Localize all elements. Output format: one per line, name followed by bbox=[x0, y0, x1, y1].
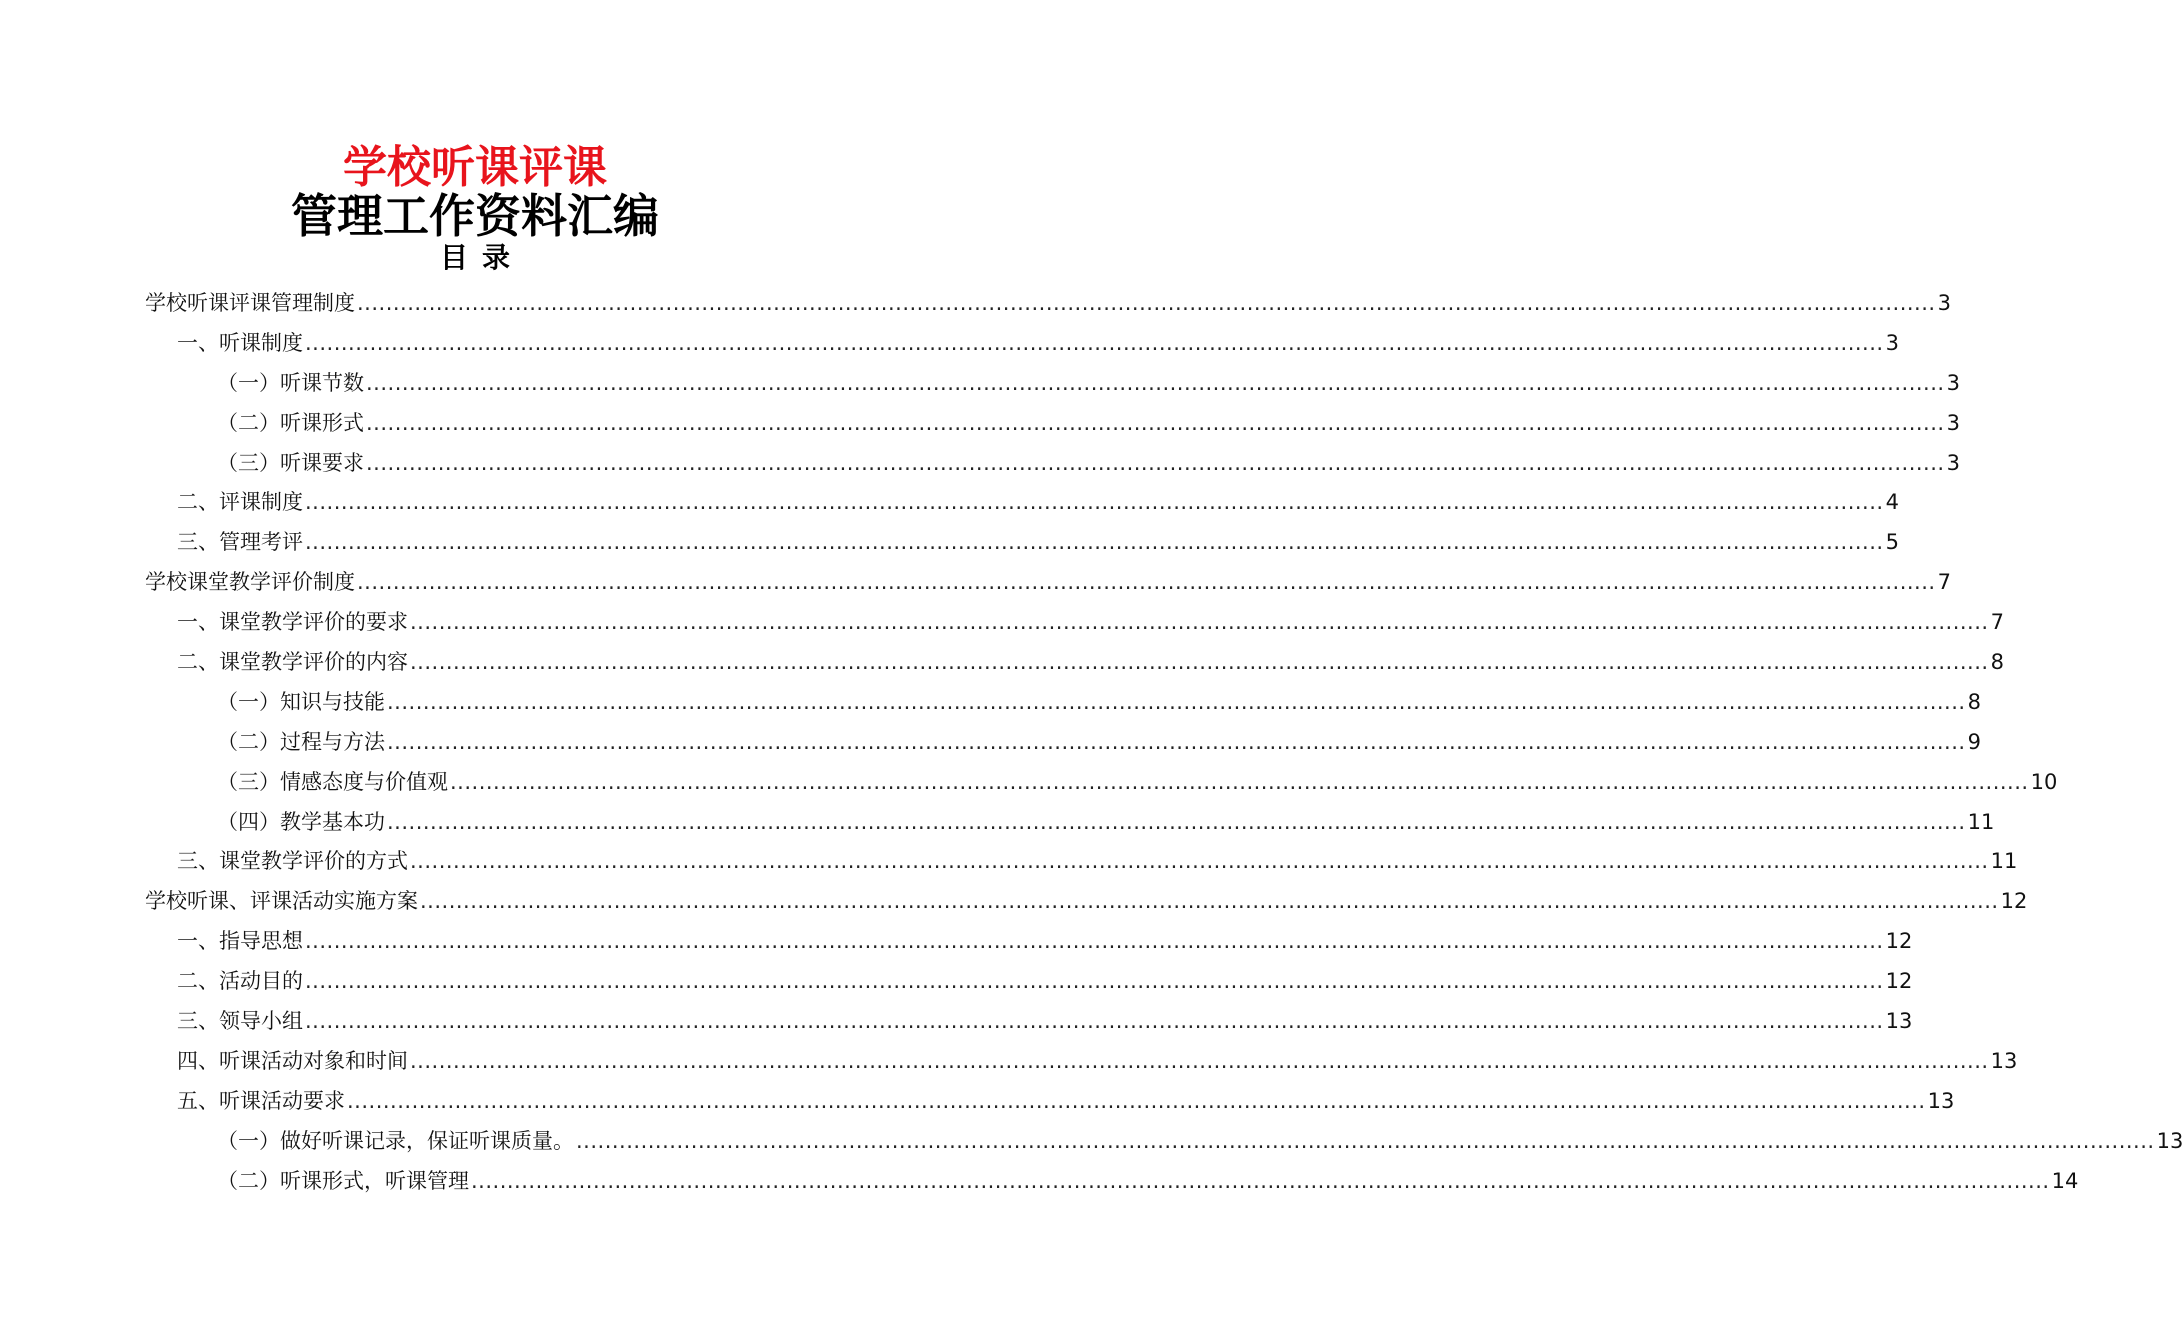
toc-entry-page-number: 11 bbox=[1990, 849, 2018, 874]
toc-leader-dots: ............................................................................................................................................................................................................................ bbox=[410, 1048, 1989, 1073]
toc-entry-label: 四、听课活动对象和时间 bbox=[177, 1048, 408, 1073]
toc-entry-label: （二）听课形式 bbox=[217, 410, 364, 435]
toc-entry[interactable] bbox=[145, 364, 1960, 404]
toc-entry-label: （二）听课形式，听课管理 bbox=[217, 1168, 469, 1193]
toc-leader-dots: ............................................................................................................................................................................................................................ bbox=[366, 370, 1945, 395]
toc-leader-dots: ............................................................................................................................................................................................................................ bbox=[410, 610, 1989, 635]
toc-entry-label: 三、管理考评 bbox=[177, 530, 303, 555]
table-of-contents bbox=[145, 284, 2183, 1201]
toc-entry[interactable] bbox=[145, 1122, 2183, 1162]
toc-entry-label: 一、课堂教学评价的要求 bbox=[177, 610, 408, 635]
toc-entry[interactable] bbox=[145, 324, 1899, 364]
toc-entry-page-number: 14 bbox=[2051, 1168, 2079, 1193]
toc-entry-label: 一、听课制度 bbox=[177, 330, 303, 355]
toc-entry-page-number: 13 bbox=[1885, 1009, 1913, 1034]
toc-entry-label: （四）教学基本功 bbox=[217, 809, 385, 834]
toc-entry-label: 学校课堂教学评价制度 bbox=[145, 570, 355, 595]
toc-entry[interactable] bbox=[145, 523, 1899, 563]
toc-entry[interactable] bbox=[145, 284, 1951, 324]
toc-entry-page-number: 5 bbox=[1885, 530, 1899, 555]
toc-entry-label: 二、评课制度 bbox=[177, 490, 303, 515]
toc-entry-page-number: 3 bbox=[1885, 330, 1899, 355]
toc-entry-page-number: 3 bbox=[1946, 410, 1960, 435]
toc-entry[interactable] bbox=[145, 643, 2004, 683]
toc-entry[interactable] bbox=[145, 763, 2058, 803]
toc-entry-page-number: 3 bbox=[1937, 291, 1951, 315]
toc-leader-dots: ............................................................................................................................................................................................................................ bbox=[305, 1009, 1884, 1034]
toc-entry-page-number: 8 bbox=[1990, 650, 2004, 675]
toc-entry-page-number: 13 bbox=[1990, 1048, 2018, 1073]
toc-leader-dots: ............................................................................................................................................................................................................................ bbox=[387, 729, 1966, 754]
toc-entry-label: （三）听课要求 bbox=[217, 450, 364, 475]
toc-leader-dots: ............................................................................................................................................................................................................................ bbox=[305, 490, 1884, 515]
toc-leader-dots: ............................................................................................................................................................................................................................ bbox=[410, 650, 1989, 675]
toc-leader-dots: ............................................................................................................................................................................................................................ bbox=[305, 530, 1884, 555]
toc-entry-label: 五、听课活动要求 bbox=[177, 1088, 345, 1113]
toc-leader-dots: ............................................................................................................................................................................................................................ bbox=[366, 450, 1945, 475]
toc-entry-label: 学校听课评课管理制度 bbox=[145, 291, 355, 315]
toc-heading: 目录 bbox=[439, 241, 524, 274]
toc-entry-page-number: 4 bbox=[1885, 490, 1899, 515]
toc-leader-dots: ............................................................................................................................................................................................................................ bbox=[450, 769, 2029, 794]
toc-entry-page-number: 3 bbox=[1946, 370, 1960, 395]
toc-leader-dots: ............................................................................................................................................................................................................................ bbox=[305, 969, 1884, 994]
document-title-line2: 管理工作资料汇编 bbox=[291, 189, 659, 243]
toc-leader-dots: ............................................................................................................................................................................................................................ bbox=[305, 929, 1884, 954]
toc-entry-label: （一）知识与技能 bbox=[217, 689, 385, 714]
toc-entry[interactable] bbox=[145, 1002, 1913, 1042]
toc-entry-page-number: 7 bbox=[1937, 570, 1951, 595]
toc-leader-dots: ............................................................................................................................................................................................................................ bbox=[366, 410, 1945, 435]
toc-entry[interactable] bbox=[145, 444, 1960, 484]
toc-entry[interactable] bbox=[145, 603, 2004, 643]
toc-entry-page-number: 12 bbox=[1885, 969, 1913, 994]
toc-entry-page-number: 12 bbox=[1885, 929, 1913, 954]
toc-entry-label: （二）过程与方法 bbox=[217, 729, 385, 754]
toc-entry-label: 二、课堂教学评价的内容 bbox=[177, 650, 408, 675]
toc-entry-page-number: 13 bbox=[1927, 1088, 1955, 1113]
toc-entry[interactable] bbox=[145, 404, 1960, 444]
toc-entry-label: （一）听课节数 bbox=[217, 370, 364, 395]
toc-entry[interactable] bbox=[145, 1082, 1955, 1122]
toc-leader-dots: ............................................................................................................................................................................................................................ bbox=[347, 1088, 1926, 1113]
toc-leader-dots: ............................................................................................................................................................................................................................ bbox=[357, 291, 1936, 315]
toc-entry[interactable] bbox=[145, 803, 1995, 843]
toc-leader-dots: ............................................................................................................................................................................................................................ bbox=[420, 889, 1999, 914]
toc-entry-label: 二、活动目的 bbox=[177, 969, 303, 994]
toc-entry-page-number: 12 bbox=[2000, 889, 2028, 914]
toc-entry-page-number: 13 bbox=[2156, 1128, 2183, 1153]
toc-entry[interactable] bbox=[145, 842, 2018, 882]
toc-entry-label: 一、指导思想 bbox=[177, 929, 303, 954]
toc-entry-label: 三、课堂教学评价的方式 bbox=[177, 849, 408, 874]
toc-entry-page-number: 3 bbox=[1946, 450, 1960, 475]
toc-entry-label: （三）情感态度与价值观 bbox=[217, 769, 448, 794]
toc-entry[interactable] bbox=[145, 723, 1981, 763]
toc-entry-label: 学校听课、评课活动实施方案 bbox=[145, 889, 418, 914]
toc-entry-page-number: 10 bbox=[2030, 769, 2058, 794]
toc-leader-dots: ............................................................................................................................................................................................................................ bbox=[410, 849, 1989, 874]
toc-entry[interactable] bbox=[145, 563, 1951, 603]
toc-entry[interactable] bbox=[145, 1162, 2079, 1202]
toc-entry-label: （一）做好听课记录，保证听课质量。 bbox=[217, 1128, 574, 1153]
toc-entry-page-number: 7 bbox=[1990, 610, 2004, 635]
toc-entry-page-number: 8 bbox=[1967, 689, 1981, 714]
toc-leader-dots: ............................................................................................................................................................................................................................ bbox=[471, 1168, 2050, 1193]
toc-entry[interactable] bbox=[145, 922, 1913, 962]
toc-entry-page-number: 9 bbox=[1967, 729, 1981, 754]
toc-leader-dots: ............................................................................................................................................................................................................................ bbox=[357, 570, 1936, 595]
toc-entry[interactable] bbox=[145, 683, 1981, 723]
toc-entry[interactable] bbox=[145, 882, 2028, 922]
toc-leader-dots: ............................................................................................................................................................................................................................ bbox=[576, 1128, 2155, 1153]
toc-entry-label: 三、领导小组 bbox=[177, 1009, 303, 1034]
toc-entry-page-number: 11 bbox=[1967, 809, 1995, 834]
toc-entry[interactable] bbox=[145, 483, 1899, 523]
toc-leader-dots: ............................................................................................................................................................................................................................ bbox=[387, 809, 1966, 834]
toc-entry[interactable] bbox=[145, 962, 1913, 1002]
toc-leader-dots: ............................................................................................................................................................................................................................ bbox=[305, 330, 1884, 355]
toc-entry[interactable] bbox=[145, 1042, 2018, 1082]
toc-leader-dots: ............................................................................................................................................................................................................................ bbox=[387, 689, 1966, 714]
document-title-line1: 学校听课评课 bbox=[343, 142, 607, 193]
